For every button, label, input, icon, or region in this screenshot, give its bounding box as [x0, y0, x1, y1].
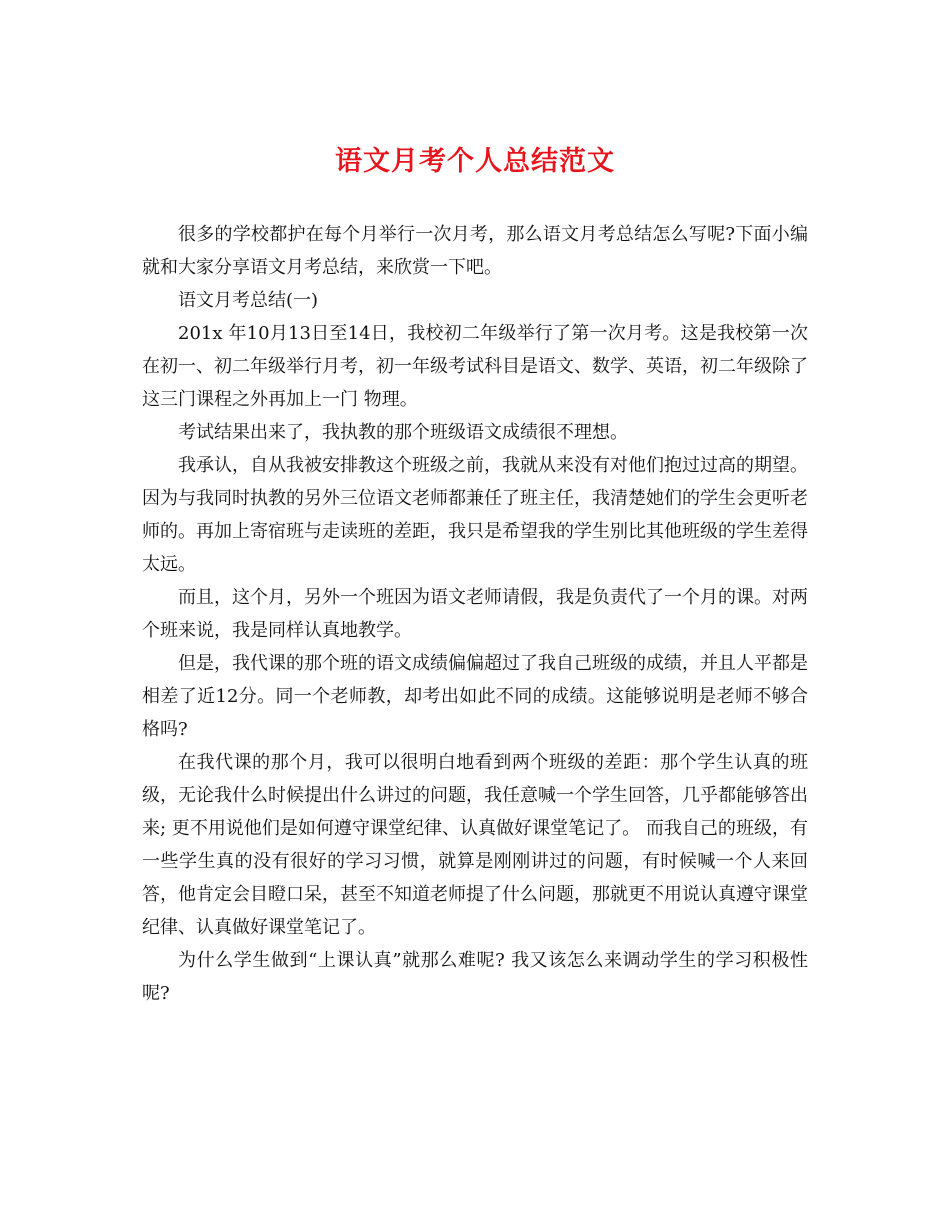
paragraph: 在我代课的那个月，我可以很明白地看到两个班级的差距：那个学生认真的班级，无论我什么时候提出什么讲过的问题，我任意喊一个学生回答，几乎都能够答出来; 更不用说他们是如何遵守课堂纪律、认真做好课堂笔记了。 而我自己的班级，有一些学生真的没有很好的学习习惯，就算是刚刚讲过的问题，有时候喊一个人来回答，他肯定会目瞪口呆，甚至不知道老师提了什么问题，那就更不用说认真遵守课堂纪律、认真做好课堂笔记了。 — [142, 752, 808, 938]
paragraph: 201x 年10月13日至14日，我校初二年级举行了第一次月考。这是我校第一次在初一、初二年级举行月考，初一年级考试科目是语文、数学、英语，初二年级除了这三门课程之外再加上一门 物理。 — [142, 323, 808, 410]
section-heading: 语文月考总结(一) — [178, 290, 319, 311]
document-title: 语文月考个人总结范文 — [335, 146, 615, 177]
paragraph: 考试结果出来了，我执教的那个班级语文成绩很不理想。 — [178, 422, 628, 443]
paragraph-intro: 很多的学校都护在每个月举行一次月考，那么语文月考总结怎么写呢?下面小编就和大家分享语文月考总结，来欣赏一下吧。 — [142, 224, 808, 278]
paragraph: 我承认，自从我被安排教这个班级之前，我就从来没有对他们抱过过高的期望。因为与我同时执教的另外三位语文老师都兼任了班主任，我清楚她们的学生会更听老师的。再加上寄宿班与走读班的差距，我只是希望我的学生别比其他班级的学生差得太远。 — [142, 455, 808, 575]
paragraph: 但是，我代课的那个班的语文成绩偏偏超过了我自己班级的成绩，并且人平都是相差了近12分。同一个老师教，却考出如此不同的成绩。这能够说明是老师不够合格吗? — [142, 653, 808, 740]
paragraph: 而且，这个月，另外一个班因为语文老师请假，我是负责代了一个月的课。对两个班来说，我是同样认真地教学。 — [142, 587, 808, 641]
paragraph: 为什么学生做到“上课认真”就那么难呢? 我又该怎么来调动学生的学习积极性呢? — [142, 950, 808, 1004]
document-body — [142, 218, 808, 1010]
